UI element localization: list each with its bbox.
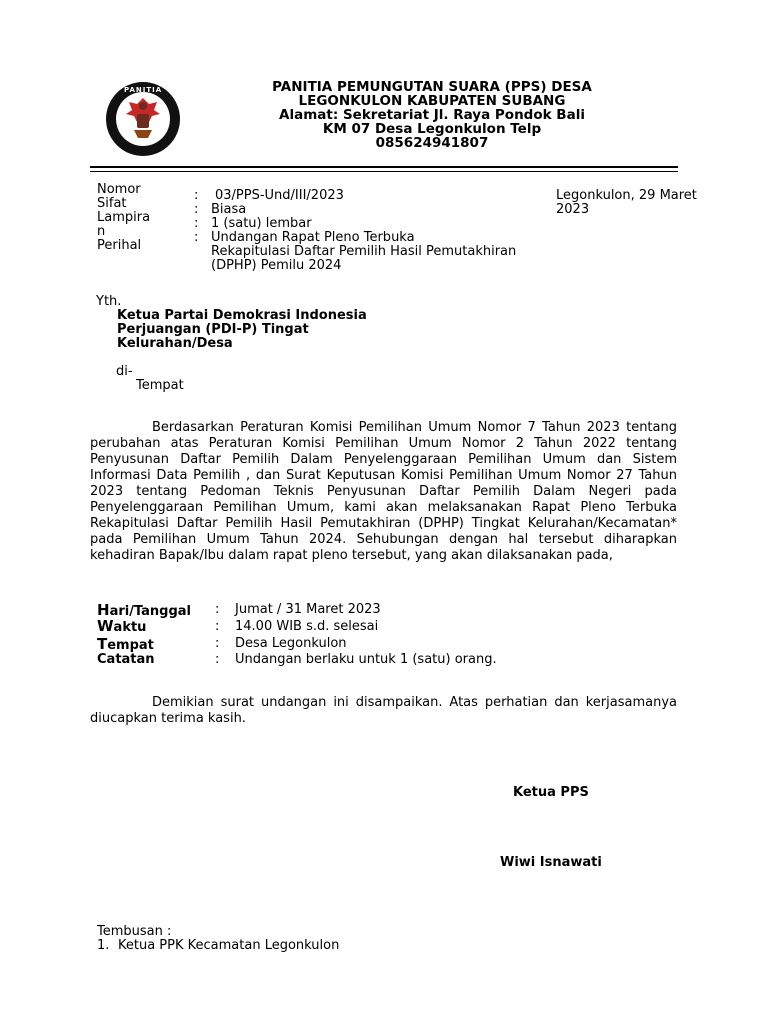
- yth-label: Yth.: [96, 294, 122, 309]
- catatan-label: Catatan: [97, 652, 155, 667]
- tempat-acara-label: [97, 637, 154, 653]
- header-line-5: 085624941807: [375, 135, 489, 151]
- lampiran-label-wrap: n: [97, 224, 106, 239]
- perihal-value-line-1: Undangan Rapat Pleno Terbuka: [211, 230, 415, 245]
- header-rule-thick: [90, 166, 678, 168]
- header-line-3: Alamat: Sekretariat Jl. Raya Pondok Bali: [279, 107, 585, 123]
- sifat-label: Sifat: [97, 196, 127, 211]
- tempat-colon: :: [215, 636, 220, 651]
- waktu-label: [97, 619, 146, 635]
- body-paragraph: [90, 420, 677, 564]
- tempat-initial: T: [97, 635, 108, 653]
- perihal-value-line-3: (DPHP) Pemilu 2024: [211, 258, 342, 273]
- letter-date-line-2: 2023: [556, 202, 590, 217]
- recipient-line-2: Perjuangan (PDI-P) Tingat: [117, 322, 309, 337]
- nomor-value: 03/PPS-Und/III/2023: [215, 188, 344, 203]
- signature-title: Ketua PPS: [513, 785, 589, 800]
- closing-paragraph-text: Demikian surat undangan ini disampaikan. Atas perhatian dan kerjasamanya diucapkan terima kasih.: [90, 695, 677, 726]
- recipient-line-3: Kelurahan/Desa: [117, 336, 233, 351]
- tembusan-label: Tembusan :: [97, 924, 172, 939]
- perihal-colon: :: [194, 230, 199, 245]
- tempat-rest: empat: [107, 638, 154, 653]
- waktu-colon: :: [215, 619, 220, 634]
- hari-rest: ari/Tanggal: [109, 604, 192, 619]
- signature-name: Wiwi Isnawati: [500, 855, 602, 870]
- waktu-rest: aktu: [113, 620, 147, 635]
- logo-top-text: PANITIA: [124, 86, 163, 94]
- header-line-4: KM 07 Desa Legonkulon Telp: [322, 121, 542, 137]
- body-paragraph-text: Berdasarkan Peraturan Komisi Pemilihan Umum Nomor 7 Tahun 2023 tentang perubahan atas Peraturan Komisi Pemilihan Umum Nomor 2 Tahun 2022 tentang Penyusunan Daftar Pemilih Dalam Penyelenggaraan Pemilihan Umum dan Sistem Informasi Data Pemilih , dan Surat Keputusan Komisi Pemilihan Umum Nomor 27 Tahun 2023 tentang Pedoman Teknis Penyusunan Daftar Pemilih Dalam Negeri pada Penyelenggaraan Pemilihan Umum, kami akan melaksanakan Rapat Pleno Terbuka Rekapitulasi Daftar Pemilih Hasil Pemutakhiran (DPHP) Tingkat Kelurahan/Kecamatan* pada Pemilihan Umum Tahun 2024. Sehubungan dengan hal tersebut diharapkan kehadiran Bapak/Ibu dalam rapat pleno tersebut, yang akan dilaksanakan pada,: [90, 420, 677, 563]
- nomor-label: Nomor: [97, 182, 141, 197]
- closing-paragraph: [90, 695, 677, 727]
- sifat-colon: :: [194, 202, 199, 217]
- letter-date-line-1: Legonkulon, 29 Maret: [556, 188, 697, 203]
- catatan-colon: :: [215, 652, 220, 667]
- waktu-initial: W: [97, 617, 114, 635]
- hari-colon: :: [215, 602, 220, 617]
- tempat-value: Desa Legonkulon: [235, 636, 347, 651]
- lampiran-value: 1 (satu) lembar: [211, 216, 312, 231]
- perihal-label: Perihal: [97, 238, 142, 253]
- tembusan-item-number: 1.: [97, 938, 110, 953]
- header-rule-thin: [90, 171, 678, 172]
- lampiran-colon: :: [194, 216, 199, 231]
- tembusan-item: Ketua PPK Kecamatan Legonkulon: [118, 938, 340, 953]
- hari-value: Jumat / 31 Maret 2023: [235, 602, 381, 617]
- header-line-2: LEGONKULON KABUPATEN SUBANG: [298, 93, 566, 109]
- perihal-value-line-2: Rekapitulasi Daftar Pemilih Hasil Pemutakhiran: [211, 244, 517, 259]
- recipient-line-1: Ketua Partai Demokrasi Indonesia: [117, 308, 367, 323]
- header-line-1: PANITIA PEMUNGUTAN SUARA (PPS) DESA: [272, 79, 592, 95]
- waktu-value: 14.00 WIB s.d. selesai: [235, 619, 379, 634]
- hari-initial: H: [97, 601, 110, 619]
- sifat-value: Biasa: [211, 202, 247, 217]
- nomor-colon: :: [194, 188, 199, 203]
- catatan-value: Undangan berlaku untuk 1 (satu) orang.: [235, 652, 497, 667]
- lampiran-label: Lampira: [97, 210, 151, 225]
- tempat-label: Tempat: [136, 378, 184, 393]
- di-label: di-: [116, 364, 133, 379]
